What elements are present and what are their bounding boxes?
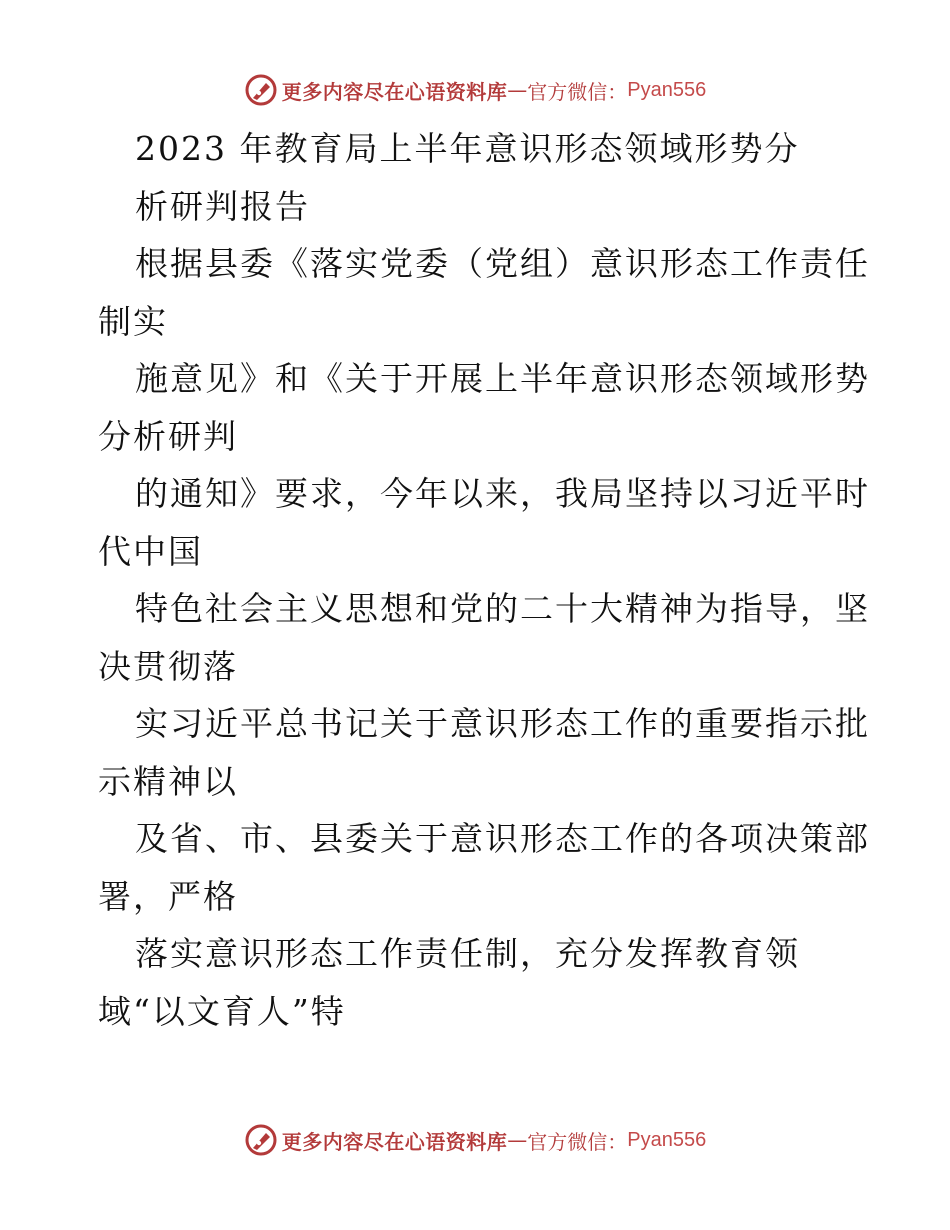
- pen-nib-logo-icon: [244, 73, 278, 107]
- banner-wechat-id: Pyan556: [627, 78, 707, 101]
- banner-separator: —: [507, 78, 528, 102]
- banner-wechat-id: Pyan556: [627, 1128, 707, 1151]
- paragraph-line: 落实意识形态工作责任制，充分发挥教育领: [135, 934, 800, 973]
- paragraph-line: 代中国: [98, 531, 203, 571]
- paragraph-line: 示精神以: [98, 761, 238, 801]
- paragraph-line: 制实: [98, 301, 168, 341]
- paragraph-line: 根据县委《落实党委（党组）意识形态工作责任: [135, 244, 870, 283]
- paragraph-line: 施意见》和《关于开展上半年意识形态领域形势: [135, 359, 870, 398]
- footer-banner: [0, 1120, 950, 1160]
- paragraph-line: 及省、市、县委关于意识形态工作的各项决策部: [135, 819, 870, 858]
- paragraph-line: 决贯彻落: [98, 646, 238, 686]
- title-line-2: 析研判报告: [135, 186, 310, 226]
- paragraph-line: 分析研判: [98, 416, 238, 456]
- header-banner: [0, 70, 950, 110]
- banner-separator: —: [507, 1128, 528, 1152]
- paragraph-line: 特色社会主义思想和党的二十大精神为指导，坚: [135, 589, 870, 628]
- paragraph-line: 实习近平总书记关于意识形态工作的重要指示批: [135, 704, 870, 743]
- paragraph-line: 域“以文育人”特: [98, 991, 346, 1031]
- banner-wechat-label: 官方微信：: [527, 1129, 628, 1154]
- paragraph-line: 的通知》要求，今年以来，我局坚持以习近平时: [135, 474, 870, 513]
- paragraph-line: 署，严格: [98, 876, 238, 916]
- pen-nib-logo-icon: [244, 1123, 278, 1157]
- document-body: [98, 120, 868, 1040]
- banner-site-text: 更多内容尽在心语资料库: [281, 1129, 508, 1154]
- banner-wechat-label: 官方微信：: [527, 79, 628, 104]
- title-line-1: 2023 年教育局上半年意识形态领域形势分: [135, 129, 800, 168]
- banner-site-text: 更多内容尽在心语资料库: [281, 79, 508, 104]
